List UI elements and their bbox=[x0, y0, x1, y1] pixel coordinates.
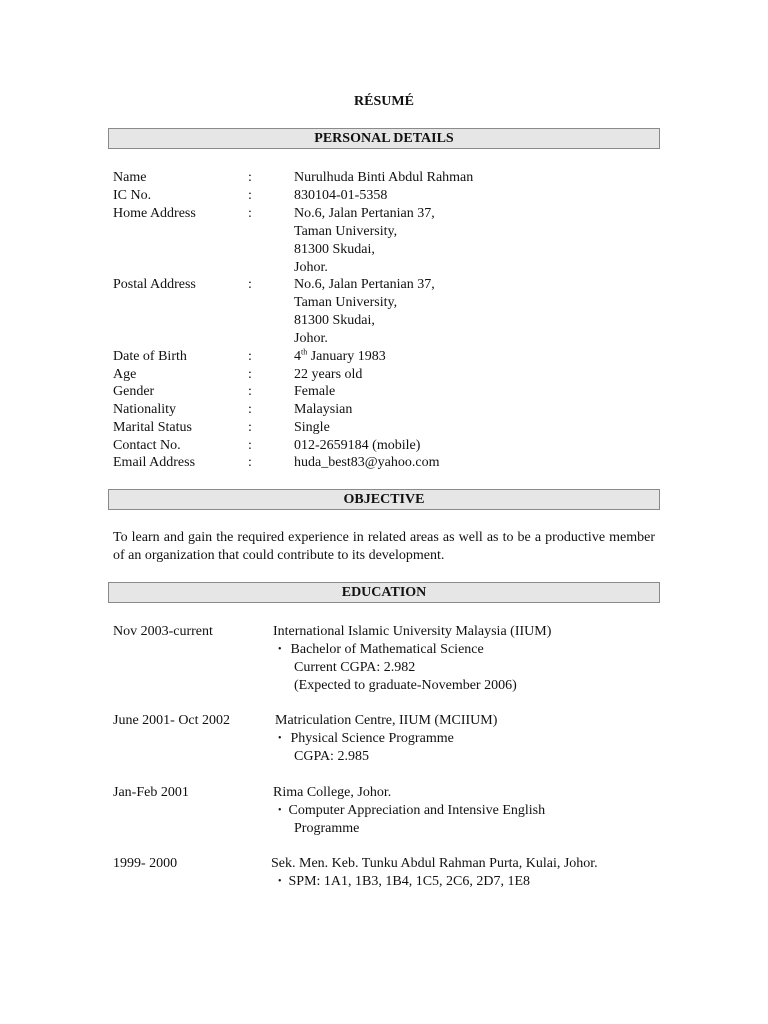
age-value: 22 years old bbox=[294, 367, 363, 382]
bullet-icon: • bbox=[278, 876, 282, 887]
postal-address-line: 81300 Skudai, bbox=[294, 313, 375, 328]
name-value: Nurulhuda Binti Abdul Rahman bbox=[294, 170, 474, 185]
home-address-line: No.6, Jalan Pertanian 37, bbox=[294, 206, 435, 221]
marital-value: Single bbox=[294, 420, 330, 435]
marital-label: Marital Status bbox=[113, 420, 192, 435]
age-label: Age bbox=[113, 367, 137, 382]
contact-label: Contact No. bbox=[113, 438, 181, 453]
education-detail: Computer Appreciation and Intensive English bbox=[288, 803, 546, 818]
contact-value: 012-2659184 (mobile) bbox=[294, 438, 421, 453]
bullet-icon: • bbox=[278, 733, 282, 744]
bullet-icon: • bbox=[278, 805, 282, 816]
education-extra: Programme bbox=[294, 821, 360, 836]
dob-label: Date of Birth bbox=[113, 349, 187, 364]
home-address-line: Johor. bbox=[294, 260, 328, 275]
education-period: 1999- 2000 bbox=[113, 856, 178, 871]
nationality-value: Malaysian bbox=[294, 402, 353, 417]
resume-title: RÉSUMÉ bbox=[354, 94, 414, 109]
objective-heading: OBJECTIVE bbox=[108, 489, 660, 510]
dob-suffix: th bbox=[301, 347, 308, 357]
bullet-icon: • bbox=[278, 644, 282, 655]
colon: : bbox=[248, 277, 252, 292]
colon: : bbox=[248, 402, 252, 417]
education-bullet-item bbox=[278, 802, 545, 821]
gender-label: Gender bbox=[113, 384, 155, 399]
ic-value: 830104-01-5358 bbox=[294, 188, 388, 203]
home-address-label: Home Address bbox=[113, 206, 196, 221]
education-detail: Physical Science Programme bbox=[290, 731, 454, 746]
colon: : bbox=[248, 384, 252, 399]
education-bullet-item bbox=[278, 641, 484, 660]
colon: : bbox=[248, 420, 252, 435]
education-period: June 2001- Oct 2002 bbox=[113, 713, 231, 728]
colon: : bbox=[248, 455, 252, 470]
postal-address-label: Postal Address bbox=[113, 277, 196, 292]
education-extra: CGPA: 2.985 bbox=[294, 749, 369, 764]
colon: : bbox=[248, 438, 252, 453]
dob-value bbox=[294, 348, 386, 366]
nationality-label: Nationality bbox=[113, 402, 176, 417]
education-period: Nov 2003-current bbox=[113, 624, 213, 639]
dob-rest: January 1983 bbox=[307, 349, 386, 364]
colon: : bbox=[248, 367, 252, 382]
personal-details-heading: PERSONAL DETAILS bbox=[108, 128, 660, 149]
education-extra: (Expected to graduate-November 2006) bbox=[294, 678, 517, 693]
postal-address-line: Johor. bbox=[294, 331, 328, 346]
home-address-line: Taman University, bbox=[294, 224, 398, 239]
education-bullet-item bbox=[278, 730, 454, 749]
ic-label: IC No. bbox=[113, 188, 152, 203]
email-value: huda_best83@yahoo.com bbox=[294, 455, 440, 470]
home-address-line: 81300 Skudai, bbox=[294, 242, 375, 257]
education-heading: EDUCATION bbox=[108, 582, 660, 603]
email-label: Email Address bbox=[113, 455, 196, 470]
postal-address-line: Taman University, bbox=[294, 295, 398, 310]
education-institution: Sek. Men. Keb. Tunku Abdul Rahman Purta, Kulai, Johor. bbox=[271, 856, 598, 871]
postal-address-line: No.6, Jalan Pertanian 37, bbox=[294, 277, 435, 292]
education-institution: Matriculation Centre, IIUM (MCIIUM) bbox=[275, 713, 498, 728]
colon: : bbox=[248, 188, 252, 203]
education-institution: Rima College, Johor. bbox=[273, 785, 392, 800]
colon: : bbox=[248, 170, 252, 185]
colon: : bbox=[248, 349, 252, 364]
education-bullet-item bbox=[278, 873, 530, 892]
dob-day: 4 bbox=[294, 349, 301, 364]
education-period: Jan-Feb 2001 bbox=[113, 785, 189, 800]
education-extra: Current CGPA: 2.982 bbox=[294, 660, 416, 675]
education-detail: SPM: 1A1, 1B3, 1B4, 1C5, 2C6, 2D7, 1E8 bbox=[288, 874, 531, 889]
education-institution: International Islamic University Malaysia (IIUM) bbox=[273, 624, 552, 639]
education-detail: Bachelor of Mathematical Science bbox=[290, 642, 484, 657]
gender-value: Female bbox=[294, 384, 336, 399]
colon: : bbox=[248, 206, 252, 221]
objective-text: To learn and gain the required experience in related areas as well as to be a productive member of an organization that could contribute to its development. bbox=[113, 530, 655, 563]
name-label: Name bbox=[113, 170, 147, 185]
